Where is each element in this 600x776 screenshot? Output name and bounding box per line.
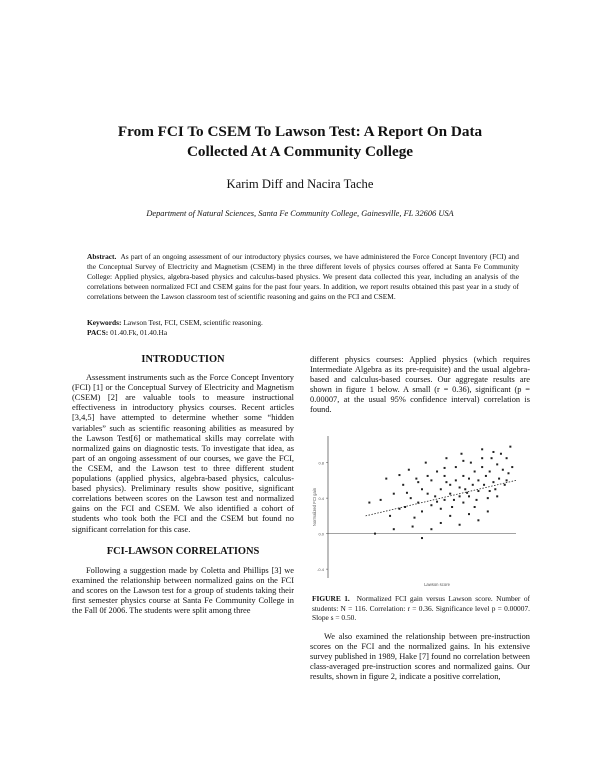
data-point [440,522,442,524]
data-point [444,467,446,469]
data-point [492,451,494,453]
y-axis-label: Normalized FCI gain [312,487,317,527]
data-point [509,446,511,448]
data-point [477,479,479,481]
data-point [491,457,493,459]
data-point [459,495,461,497]
authors: Karim Diff and Nacira Tache [226,177,374,191]
paper-title [60,122,540,162]
data-point [445,457,447,459]
caption-text: Normalized FCI gain versus Lawson score. Number of students: N = 116. Correlation: r = 0.36. Significance level p = 0.00007. Slope s = 0.50. [312,594,530,622]
data-point [506,479,508,481]
data-point [468,478,470,480]
data-point [468,495,470,497]
data-point [444,475,446,477]
data-point [385,478,387,480]
data-point [421,510,423,512]
data-point [489,490,491,492]
data-point [430,528,432,530]
pacs-label: PACS: [87,328,109,337]
keywords-block [87,318,519,338]
data-point [449,493,451,495]
left-column [72,355,294,616]
data-point [440,508,442,510]
pacs: 01.40.Fk, 01.40.Ha [110,328,168,337]
data-point [425,462,427,464]
data-point [483,484,485,486]
data-point [507,472,509,474]
data-point [464,488,466,490]
data-point [436,501,438,503]
data-point [430,504,432,506]
introduction-paragraph: Assessment instruments such as the Force Concept Inventory (FCI) [1] or the Conceptual Survey of Electricity and Magnetism (CSEM) [2] are valuable tools to measure instructional effectiveness in introductory physics courses. Recent articles [3,4,5] have attempted to determine whether some “hidden variables” such as scientific reasoning abilities as measured by the Lawson Test[6] or mathematical skills may correlate with normalized gains on diagnostic tests. To investigate that idea, as part of an ongoing assessment of our courses, we gave the FCI, the CSEM, and the Lawson test to three different student populations (applied physics, algebra-based physics, calculus-based physics). Preliminary results show positive, significant correlations between scores on the Lawson test and normalized gains on the FCI and CSEM. We also identified a cohort of students who took both the FCI and the CSEM but found no significant correlation for this case. [72,373,294,534]
data-point [492,481,494,483]
affiliation: Department of Natural Sciences, Santa Fe Community College, Gainesville, FL 32606 USA [146,209,454,218]
data-point [504,484,506,486]
abstract-label: Abstract. [87,252,117,261]
right-column-bottom [310,632,530,682]
data-point [410,497,412,499]
data-point [427,493,429,495]
scatter-chart [310,430,530,590]
right-column-top [310,355,530,416]
data-point [496,495,498,497]
data-point [413,517,415,519]
y-tick-label: 0.0 [318,531,324,537]
data-point [477,490,479,492]
data-point [487,497,489,499]
data-point [502,469,504,471]
data-point [487,510,489,512]
trend-line [366,480,516,516]
data-point [408,469,410,471]
data-point [462,502,464,504]
fci-lawson-heading: FCI-LAWSON CORRELATIONS [106,545,260,557]
title-line-2: Collected At A Community College [186,143,414,160]
data-point [389,515,391,517]
data-point [412,526,414,528]
data-point [427,475,429,477]
data-point [440,488,442,490]
data-point [459,486,461,488]
data-point [455,466,457,468]
data-point [393,493,395,495]
data-point [449,515,451,517]
abstract [87,252,519,302]
data-point [498,478,500,480]
data-point [496,463,498,465]
right-bottom-paragraph: We also examined the relationship between pre-instruction scores on the FCI and the normalized gains. In his extensive survey published in 1989, Hake [7] found no correlation between class-averaged pre-instruction scores and normalized gains. Our results, shown in figure 2, indicate a positive correlation, [310,632,530,682]
data-point [380,499,382,501]
title-line-1: From FCI To CSEM To Lawson Test: A Report On Data [117,123,483,140]
abstract-text: As part of an ongoing assessment of our introductory physics courses, we have administered the Force Concept Inventory (FCI) and the Conceptual Survey of Electricity and Magnetism (CSEM) in the three different levels of physics courses offered at Santa Fe Community College: Applied physics, algebra-based physics and calculus-based physics. We present data collected this year, including an analysis of the correlations between normalized FCI and CSEM gains for the past four years. In addition, we report results obtained this past year in a study of correlations between the Lawson classroom test of scientific reasoning and gains on the FCI and CSEM. [87,252,519,301]
data-point [474,506,476,508]
caption-label: FIGURE 1. [312,594,350,603]
data-point [477,519,479,521]
keywords-label: Keywords: [87,318,122,327]
data-point [472,484,474,486]
data-point [374,533,376,535]
data-point [459,524,461,526]
data-point [444,499,446,501]
introduction-heading: INTRODUCTION [141,354,225,365]
data-point [451,506,453,508]
data-point [511,466,513,468]
data-point [455,479,457,481]
data-point [476,499,478,501]
figure-1 [310,430,530,590]
data-point [445,481,447,483]
data-point [398,474,400,476]
data-point [421,488,423,490]
data-point [481,466,483,468]
y-tick-label: 0.8 [318,460,324,466]
fci-lawson-paragraph: Following a suggestion made by Coletta and Phillips [3] we examined the relationship between normalized gains on the FCI and scores on the Lawson test for a group of students taking their first semester physics course at Santa Fe Community College in the Fall 0f 2006. The students were split among three [72,565,294,616]
data-point [500,453,502,455]
data-point [481,448,483,450]
data-point [481,457,483,459]
data-point [468,513,470,515]
keywords: Lawson Test, FCI, CSEM, scientific reasoning. [123,318,263,327]
data-point [470,462,472,464]
y-tick-label: 0.4 [318,496,324,502]
data-point [406,492,408,494]
data-point [417,481,419,483]
data-point [485,475,487,477]
data-point [449,484,451,486]
y-tick-label: -0.4 [317,567,324,573]
data-point [453,499,455,501]
figure-1-caption [312,594,530,623]
data-point [460,453,462,455]
data-point [474,471,476,473]
data-point [462,475,464,477]
data-point [434,495,436,497]
data-point [421,537,423,539]
data-point [402,484,404,486]
right-top-paragraph: different physics courses: Applied physics (which requires Intermediate Algebra as its pre-requisite) and the usual algebra-based and calculus-based courses. Our aggregate results are shown in figure 1 below. A small (r = 0.36), significant (p = 0.00007, at the usual 95% confidence interval) correlation is found. [310,355,530,415]
data-point [494,488,496,490]
data-point [506,457,508,459]
data-point [436,471,438,473]
data-point [415,478,417,480]
data-point [462,460,464,462]
data-point [393,528,395,530]
data-point [489,471,491,473]
data-point [368,502,370,504]
x-axis-label: Lawson score [424,582,450,587]
data-point [466,492,468,494]
data-point [430,479,432,481]
